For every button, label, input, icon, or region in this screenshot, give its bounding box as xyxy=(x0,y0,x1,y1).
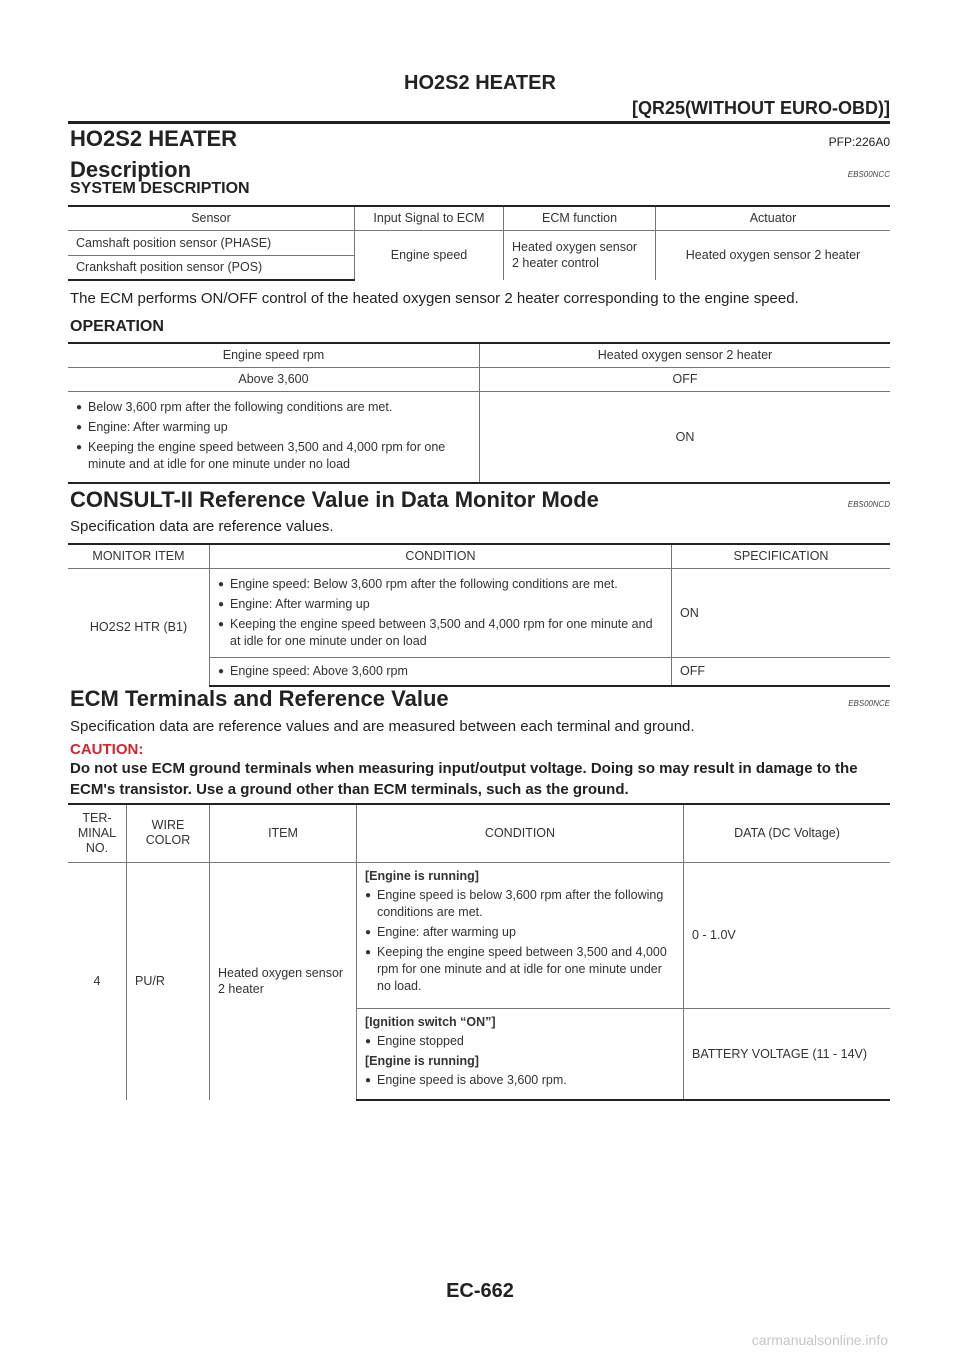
state-cell: OFF xyxy=(480,367,891,391)
ecm-code: EBS00NCE xyxy=(848,699,890,708)
operation-table xyxy=(68,342,890,484)
spec-cell: ON xyxy=(672,568,891,657)
header-rule xyxy=(68,121,890,124)
ecm-intro: Specification data are reference values and are measured between each terminal and ground. xyxy=(70,718,695,735)
list-item: ● Below 3,600 rpm after the following conditions are met. xyxy=(76,399,471,416)
page-number: EC-662 xyxy=(446,1280,514,1302)
conditions-list xyxy=(218,663,663,680)
monitor-item-cell: HO2S2 HTR (B1) xyxy=(89,620,188,634)
condition-title: [Engine is running] xyxy=(365,1053,479,1068)
pfp-code: PFP:226A0 xyxy=(828,135,890,149)
system-description-title: SYSTEM DESCRIPTION xyxy=(70,180,250,197)
data-cell: 0 - 1.0V xyxy=(684,862,891,1008)
col-heater-state: Heated oxygen sensor 2 heater xyxy=(480,343,891,367)
consult-code: EBS00NCD xyxy=(847,500,890,509)
condition-cell xyxy=(357,1008,684,1100)
col-terminal: TER-MINAL NO. xyxy=(68,804,127,862)
conditions-list xyxy=(365,887,675,995)
consult-intro: Specification data are reference values. xyxy=(70,518,334,535)
wire-color-cell: PU/R xyxy=(127,862,210,1100)
list-item: ● Engine: after warming up xyxy=(365,924,675,941)
ecm-heading xyxy=(70,686,890,712)
watermark: carmanualsonline.info xyxy=(751,1332,888,1348)
actuator-cell: Heated oxygen sensor 2 heater xyxy=(656,230,891,280)
consult-table xyxy=(68,543,890,687)
list-item: ● Engine: After warming up xyxy=(218,596,663,613)
condition-cell xyxy=(210,657,672,686)
conditions-list xyxy=(365,1033,675,1050)
col-actuator: Actuator xyxy=(656,206,891,230)
speed-cell: Above 3,600 xyxy=(238,372,309,386)
ecm-terminal-table xyxy=(68,803,890,1101)
list-item: ● Engine stopped xyxy=(365,1033,675,1050)
list-item: ● Engine speed is below 3,600 rpm after the following conditions are met. xyxy=(365,887,675,921)
spec-cell: OFF xyxy=(672,657,891,686)
ecm-title: ECM Terminals and Reference Value xyxy=(70,686,449,711)
caution-text: Do not use ECM ground terminals when measuring input/output voltage. Doing so may result in damage to the ECM's transistor. Use a ground other than ECM terminals, such as the ground. xyxy=(70,760,858,798)
sensor-cell: Camshaft position sensor (PHASE) xyxy=(76,235,272,250)
col-data: DATA (DC Voltage) xyxy=(684,804,891,862)
list-item: ● Engine speed: Below 3,600 rpm after the following conditions are met. xyxy=(218,576,663,593)
list-item: ● Engine: After warming up xyxy=(76,419,471,436)
condition-cell xyxy=(210,568,672,657)
caution-label: CAUTION: xyxy=(70,741,144,758)
condition-title: [Ignition switch “ON”] xyxy=(365,1014,496,1029)
col-monitor-item: MONITOR ITEM xyxy=(68,544,210,568)
col-specification: SPECIFICATION xyxy=(672,544,891,568)
data-cell: BATTERY VOLTAGE (11 - 14V) xyxy=(684,1008,891,1100)
condition-cell xyxy=(357,862,684,1008)
page-header-subtitle: [QR25(WITHOUT EURO-OBD)] xyxy=(632,98,890,118)
system-description-table xyxy=(68,205,890,281)
consult-title: CONSULT-II Reference Value in Data Monitor Mode xyxy=(70,487,599,512)
condition-title: [Engine is running] xyxy=(365,868,479,883)
conditions-list xyxy=(365,1072,675,1089)
col-ecm-function: ECM function xyxy=(504,206,656,230)
sensor-cell: Crankshaft position sensor (POS) xyxy=(68,255,355,280)
input-signal-cell: Engine speed xyxy=(355,230,504,280)
conditions-list xyxy=(218,576,663,650)
description-paragraph: The ECM performs ON/OFF control of the heated oxygen sensor 2 heater corresponding to the engine speed. xyxy=(70,290,799,307)
col-wire-color: WIRE COLOR xyxy=(127,804,210,862)
page-header-title: HO2S2 HEATER xyxy=(404,72,556,94)
consult-heading xyxy=(70,487,890,513)
col-condition: CONDITION xyxy=(357,804,684,862)
main-section-title: HO2S2 HEATER xyxy=(70,126,238,151)
ecm-function-cell: Heated oxygen sensor 2 heater control xyxy=(504,230,656,280)
conditions-list xyxy=(76,399,471,473)
list-item: ● Keeping the engine speed between 3,500 and 4,000 rpm for one minute and at idle for one minute under no load xyxy=(76,439,471,473)
conditions-cell xyxy=(68,391,480,483)
list-item: ● Keeping the engine speed between 3,500 and 4,000 rpm for one minute and at idle for one minute under no load. xyxy=(365,944,675,995)
list-item: ● Engine speed: Above 3,600 rpm xyxy=(218,663,663,680)
main-section-heading xyxy=(70,126,890,152)
col-engine-speed: Engine speed rpm xyxy=(68,343,480,367)
col-sensor: Sensor xyxy=(68,206,355,230)
terminal-cell: 4 xyxy=(93,974,101,989)
operation-title: OPERATION xyxy=(70,318,164,335)
item-cell: Heated oxygen sensor 2 heater xyxy=(210,862,357,1100)
list-item: ● Keeping the engine speed between 3,500 and 4,000 rpm for one minute and at idle for one minute under on load xyxy=(218,616,663,650)
state-cell: ON xyxy=(480,391,891,483)
list-item: ● Engine speed is above 3,600 rpm. xyxy=(365,1072,675,1089)
description-code: EBS00NCC xyxy=(847,170,890,179)
col-item: ITEM xyxy=(210,804,357,862)
description-title: Description xyxy=(70,157,192,182)
col-condition: CONDITION xyxy=(210,544,672,568)
col-input-signal: Input Signal to ECM xyxy=(355,206,504,230)
